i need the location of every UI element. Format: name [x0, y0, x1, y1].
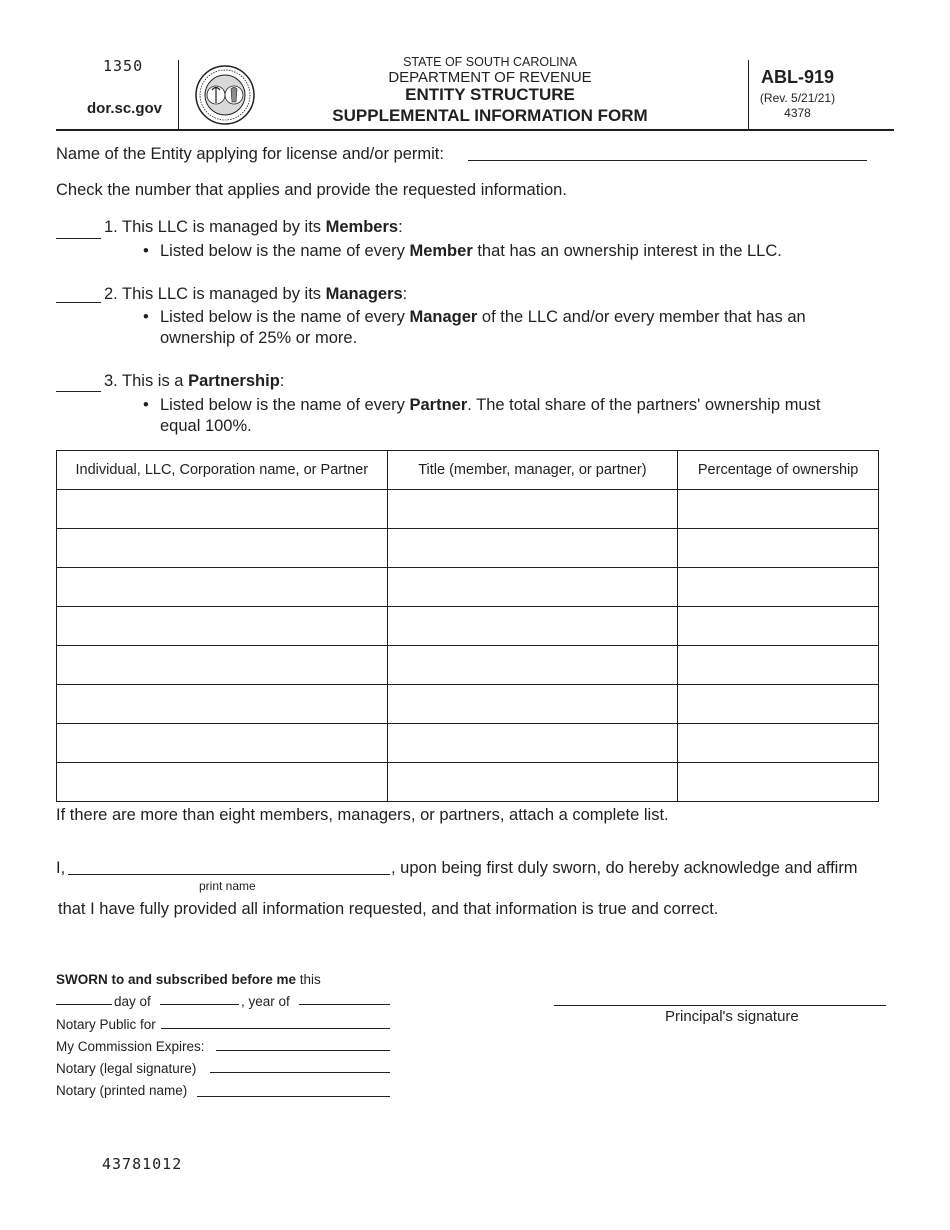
table-row [57, 490, 879, 529]
table-row [57, 646, 879, 685]
year-field[interactable] [299, 1004, 390, 1005]
option-3-label: 3. This is a Partnership: [104, 372, 285, 390]
percentage-cell[interactable] [678, 724, 879, 763]
percentage-cell[interactable] [678, 568, 879, 607]
form-id: 4378 [784, 106, 811, 120]
instructions: Check the number that applies and provide the requested information. [56, 181, 567, 199]
table-row [57, 529, 879, 568]
month-field[interactable] [160, 1004, 239, 1005]
commission-expires-field[interactable] [216, 1050, 390, 1051]
entity-name-label: Name of the Entity applying for license and/or permit: [56, 145, 444, 163]
title-cell[interactable] [387, 646, 678, 685]
day-of-label: day of [114, 994, 151, 1009]
ownership-table [56, 450, 879, 802]
header-divider-left [178, 60, 179, 130]
column-header-name: Individual, LLC, Corporation name, or Partner [57, 451, 388, 490]
name-cell[interactable] [57, 529, 388, 568]
principal-signature-field[interactable] [554, 1005, 886, 1006]
form-number-block [750, 67, 845, 120]
title-cell[interactable] [387, 490, 678, 529]
department-name: DEPARTMENT OF REVENUE [388, 68, 592, 86]
sworn-statement: SWORN to and subscribed before me this [56, 972, 321, 987]
form-title-line1: ENTITY STRUCTURE [405, 84, 575, 104]
option-2-checkbox[interactable] [56, 302, 101, 303]
attach-note: If there are more than eight members, managers, or partners, attach a complete list. [56, 806, 669, 824]
entity-name-field[interactable] [468, 160, 867, 161]
state-name: STATE OF SOUTH CAROLINA [403, 55, 577, 69]
header-rule [56, 129, 894, 131]
notary-printed-name-label: Notary (printed name) [56, 1083, 188, 1098]
title-cell[interactable] [387, 568, 678, 607]
commission-expires-label: My Commission Expires: [56, 1039, 205, 1054]
percentage-cell[interactable] [678, 646, 879, 685]
table-row [57, 763, 879, 802]
affirmation-line2: that I have fully provided all information requested, and that information is true and correct. [58, 900, 719, 918]
header-divider-right [748, 60, 749, 130]
notary-public-for-label: Notary Public for [56, 1017, 156, 1032]
footer-code: 43781012 [102, 1155, 183, 1173]
notary-legal-signature-label: Notary (legal signature) [56, 1061, 197, 1076]
table-row [57, 685, 879, 724]
notary-printed-name-field[interactable] [197, 1096, 390, 1097]
column-header-title: Title (member, manager, or partner) [387, 451, 678, 490]
option-1-label: 1. This LLC is managed by its Members: [104, 218, 403, 236]
website: dor.sc.gov [87, 100, 163, 117]
table-row [57, 568, 879, 607]
percentage-cell[interactable] [678, 490, 879, 529]
form-number: ABL-919 [760, 67, 835, 87]
percentage-cell[interactable] [678, 529, 879, 568]
name-cell[interactable] [57, 646, 388, 685]
year-of-label: , year of [241, 994, 290, 1009]
name-cell[interactable] [57, 568, 388, 607]
title-cell[interactable] [387, 724, 678, 763]
title-cell[interactable] [387, 685, 678, 724]
name-cell[interactable] [57, 490, 388, 529]
form-title-line2: SUPPLEMENTAL INFORMATION FORM [332, 105, 648, 125]
header-title-block [300, 56, 680, 124]
option-1-checkbox[interactable] [56, 238, 101, 239]
percentage-cell[interactable] [678, 763, 879, 802]
option-1-bullet: • Listed below is the name of every Member that has an ownership interest in the LLC. [143, 242, 782, 260]
revision-date: (Rev. 5/21/21) [759, 91, 836, 105]
name-cell[interactable] [57, 763, 388, 802]
print-name-caption: print name [199, 879, 256, 893]
option-2-label: 2. This LLC is managed by its Managers: [104, 285, 408, 303]
percentage-cell[interactable] [678, 685, 879, 724]
table-row [57, 724, 879, 763]
table-header-row [57, 451, 879, 490]
table-row [57, 607, 879, 646]
option-3-bullet: • Listed below is the name of every Partner. The total share of the partners' ownership must equal 100%. [143, 396, 821, 435]
title-cell[interactable] [387, 607, 678, 646]
print-name-field[interactable] [68, 874, 390, 875]
principal-signature-label: Principal's signature [665, 1008, 799, 1025]
notary-public-for-field[interactable] [161, 1028, 390, 1029]
form-code-top: 1350 [103, 57, 144, 75]
option-2-bullet: • Listed below is the name of every Manager of the LLC and/or every member that has an ownership of 25% or more. [143, 308, 806, 347]
column-header-percentage: Percentage of ownership [678, 451, 879, 490]
affirmation-prefix: I, [56, 859, 66, 877]
day-field[interactable] [56, 1004, 112, 1005]
name-cell[interactable] [57, 724, 388, 763]
affirmation-suffix: , upon being first duly sworn, do hereby acknowledge and affirm [391, 859, 858, 877]
title-cell[interactable] [387, 529, 678, 568]
name-cell[interactable] [57, 607, 388, 646]
percentage-cell[interactable] [678, 607, 879, 646]
notary-legal-signature-field[interactable] [210, 1072, 390, 1073]
state-seal-icon [194, 65, 256, 125]
option-3-checkbox[interactable] [56, 391, 101, 392]
name-cell[interactable] [57, 685, 388, 724]
title-cell[interactable] [387, 763, 678, 802]
